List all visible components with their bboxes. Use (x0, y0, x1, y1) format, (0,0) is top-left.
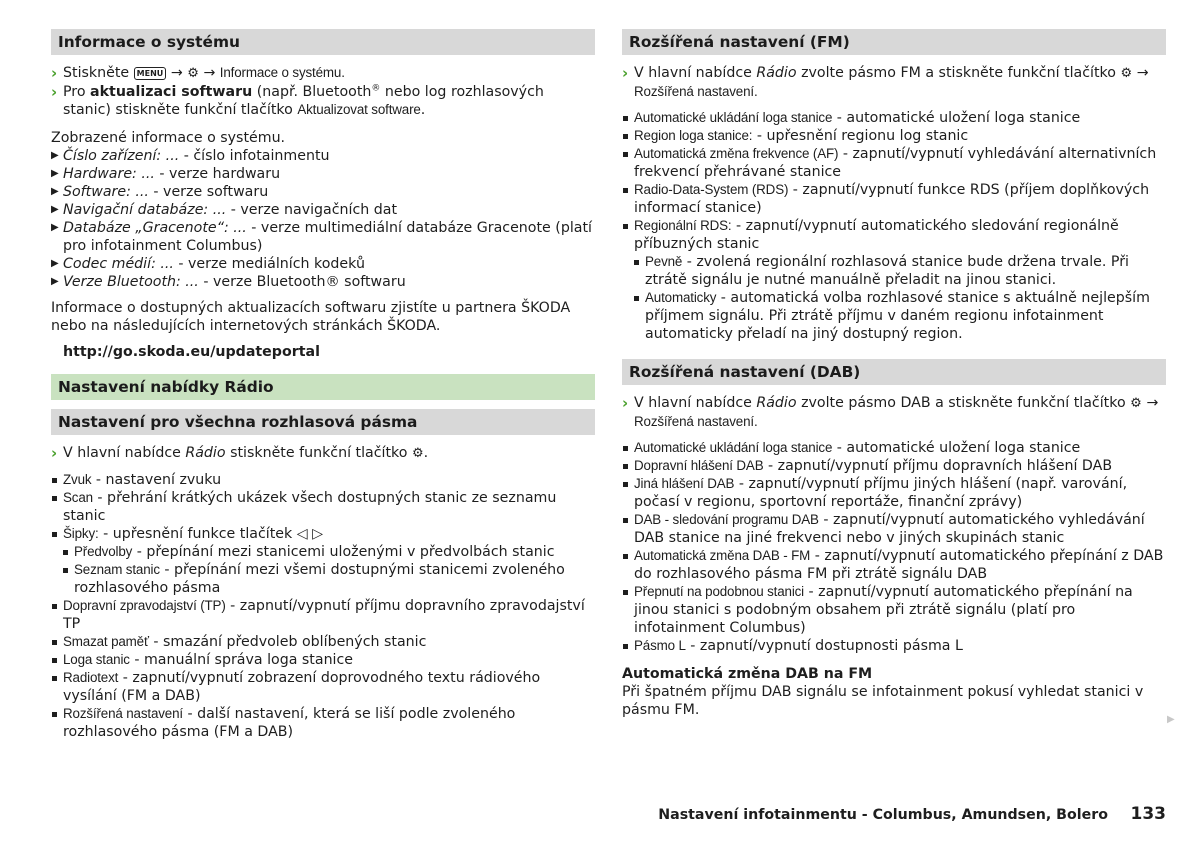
continue-arrow-icon: ▶ (1167, 714, 1175, 725)
step-software-update: › Pro aktualizaci softwaru (např. Bluetooth® nebo log rozhlasových stanic) stiskněte funkční tlačítko Aktualizovat software. (51, 83, 544, 118)
step-arrow-icon: › (622, 394, 629, 412)
settings-list-item: Jiná hlášení DAB - zapnutí/vypnutí příjmu jiných hlášení (např. varování, počasí v regionu, sportovní reportáže, finanční zprávy) (622, 475, 1166, 511)
bullet-square-icon (623, 554, 628, 559)
system-info-item: ▶ Software: ... - verze softwaru (51, 184, 269, 200)
step-arrow-icon: › (51, 444, 58, 462)
bullet-triangle-icon: ▶ (51, 168, 59, 179)
settings-list-item: Dopravní zpravodajství (TP) - zapnutí/vypnutí příjmu dopravního zpravodajství TP (51, 597, 595, 633)
system-info-intro: Zobrazené informace o systému. (51, 130, 286, 146)
bullet-square-icon (623, 590, 628, 595)
settings-list-item: Předvolby - přepínání mezi stanicemi uloženými v předvolbách stanic (62, 543, 595, 561)
section-heading-fm: Rozšířená nastavení (FM) (622, 29, 1166, 55)
settings-list-item: Automatické ukládání loga stanice - automatické uložení loga stanice (622, 439, 1166, 457)
bullet-square-icon (634, 296, 639, 301)
menu-key-icon: MENU (134, 67, 167, 80)
settings-list-item: Regionální RDS: - zapnutí/vypnutí automatického sledování regionálně příbuzných stanic (622, 217, 1166, 253)
all-bands-settings-list (51, 471, 595, 741)
bullet-square-icon (52, 712, 57, 717)
system-info-list (51, 147, 595, 291)
settings-list-item: Pevně - zvolená regionální rozhlasová stanice bude držena trvale. Při ztrátě signálu je nutné manuálně přeladit na jinou stanici. (633, 253, 1166, 289)
settings-list-item: Zvuk - nastavení zvuku (51, 471, 595, 489)
settings-list-item: Pásmo L - zapnutí/vypnutí dostupnosti pásma L (622, 637, 1166, 655)
gear-icon: ⚙ (187, 66, 199, 81)
bullet-square-icon (623, 134, 628, 139)
update-info-text: Informace o dostupných aktualizacích softwaru zjistíte u partnera ŠKODA nebo na následujících internetových stránkách ŠKODA. (51, 300, 571, 334)
settings-list-item: DAB - sledování programu DAB - zapnutí/vypnutí automatického vyhledávání DAB stanice na jiné frekvenci nebo v jiných skupinách stanic (622, 511, 1166, 547)
bullet-square-icon (623, 224, 628, 229)
settings-list-item: Seznam stanic - přepínání mezi všemi dostupnými stanicemi zvoleného rozhlasového pásma (62, 561, 595, 597)
step-arrow-icon: › (51, 64, 58, 82)
bullet-square-icon (623, 644, 628, 649)
bullet-square-icon (52, 658, 57, 663)
settings-list-item: Automatická změna DAB - FM - zapnutí/vypnutí automatického přepínání z DAB do rozhlasového pásma FM při ztrátě signálu DAB (622, 547, 1166, 583)
system-info-item: ▶ Číslo zařízení: ... - číslo infotainmentu (51, 148, 330, 164)
bullet-square-icon (623, 188, 628, 193)
settings-list-item: Loga stanic - manuální správa loga stanice (51, 651, 595, 669)
bullet-square-icon (52, 640, 57, 645)
gear-icon: ⚙ (1120, 66, 1133, 81)
bullet-square-icon (623, 518, 628, 523)
bullet-square-icon (52, 478, 57, 483)
system-info-item: ▶ Navigační databáze: ... - verze navigačních dat (51, 202, 398, 218)
section-heading-system-info: Informace o systému (51, 29, 595, 55)
bullet-square-icon (63, 568, 68, 573)
dab-fm-subheading: Automatická změna DAB na FM (622, 666, 873, 682)
bullet-triangle-icon: ▶ (51, 150, 59, 161)
settings-list-item: Automatické ukládání loga stanice - automatické uložení loga stanice (622, 109, 1166, 127)
page-footer (658, 805, 1166, 824)
bullet-square-icon (63, 550, 68, 555)
settings-list-item: Automatická změna frekvence (AF) - zapnutí/vypnutí vyhledávání alternativních frekvencí přehrávané stanice (622, 145, 1166, 181)
bullet-square-icon (623, 482, 628, 487)
page-number: 133 (1130, 804, 1166, 824)
step-dab-settings: › V hlavní nabídce Rádio zvolte pásmo DAB a stiskněte funkční tlačítko ⚙ → Rozšířená nastavení. (622, 394, 1159, 429)
bullet-triangle-icon: ▶ (51, 258, 59, 269)
dab-settings-list (622, 439, 1166, 655)
bullet-square-icon (623, 464, 628, 469)
bullet-square-icon (52, 496, 57, 501)
system-info-item: ▶ Codec médií: ... - verze mediálních kodeků (51, 256, 365, 272)
gear-icon: ⚙ (1130, 396, 1142, 411)
system-info-item: ▶ Databáze „Gracenote“: ... - verze multimediální databáze Gracenote (platí pro infotainment Columbus) (51, 220, 592, 254)
dab-fm-text: Při špatném příjmu DAB signálu se infotainment pokusí vyhledat stanici v pásmu FM. (622, 684, 1144, 718)
bullet-triangle-icon: ▶ (51, 222, 59, 233)
section-heading-dab: Rozšířená nastavení (DAB) (622, 359, 1166, 385)
section-heading-radio-menu: Nastavení nabídky Rádio (51, 374, 595, 400)
settings-list-item: Radiotext - zapnutí/vypnutí zobrazení doprovodného textu rádiového vysílání (FM a DAB) (51, 669, 595, 705)
settings-list-item: Scan - přehrání krátkých ukázek všech dostupných stanic ze seznamu stanic (51, 489, 595, 525)
settings-list-item: Smazat paměť - smazání předvoleb oblíbených stanic (51, 633, 595, 651)
bullet-square-icon (623, 116, 628, 121)
left-column (51, 29, 595, 741)
settings-list-item: Šipky: - upřesnění funkce tlačítek ◁ ▷ (51, 525, 595, 543)
bullet-triangle-icon: ▶ (51, 204, 59, 215)
bullet-square-icon (52, 676, 57, 681)
gear-icon: ⚙ (411, 446, 424, 461)
bullet-triangle-icon: ▶ (51, 186, 59, 197)
right-column (622, 29, 1166, 719)
step-open-system-info: › Stiskněte MENU → ⚙ → Informace o systému. (51, 64, 345, 82)
step-arrow-icon: › (51, 83, 58, 101)
step-fm-settings: › V hlavní nabídce Rádio zvolte pásmo FM a stiskněte funkční tlačítko ⚙ → Rozšířená nastavení. (622, 64, 1149, 99)
settings-list-item: Přepnutí na podobnou stanici - zapnutí/vypnutí automatického přepínání na jinou stanici s podobným obsahem při ztrátě signálu (platí pro infotainment Columbus) (622, 583, 1166, 637)
settings-list-item: Radio-Data-System (RDS) - zapnutí/vypnutí funkce RDS (příjem doplňkových informací stanice) (622, 181, 1166, 217)
settings-list-item: Automaticky - automatická volba rozhlasové stanice s aktuálně nejlepším příjmem signálu. Při ztrátě příjmu v daném regionu infotainment automaticky přeladí na jiný dostupný region. (633, 289, 1166, 343)
section-heading-all-bands: Nastavení pro všechna rozhlasová pásma (51, 409, 595, 435)
bullet-square-icon (623, 152, 628, 157)
system-info-item: ▶ Hardware: ... - verze hardwaru (51, 166, 281, 182)
fm-settings-list (622, 109, 1166, 343)
step-all-bands: › V hlavní nabídce Rádio stiskněte funkční tlačítko ⚙. (51, 444, 429, 462)
bullet-triangle-icon: ▶ (51, 276, 59, 287)
bullet-square-icon (52, 532, 57, 537)
step-arrow-icon: › (622, 64, 629, 82)
bullet-square-icon (634, 260, 639, 265)
bullet-square-icon (52, 604, 57, 609)
update-portal-link[interactable]: http://go.skoda.eu/updateportal (63, 344, 320, 360)
footer-title: Nastavení infotainmentu - Columbus, Amundsen, Bolero (658, 807, 1108, 823)
settings-list-item: Dopravní hlášení DAB - zapnutí/vypnutí příjmu dopravních hlášení DAB (622, 457, 1166, 475)
system-info-item: ▶ Verze Bluetooth: ... - verze Bluetooth® softwaru (51, 274, 406, 290)
bullet-square-icon (623, 446, 628, 451)
settings-list-item: Rozšířená nastavení - další nastavení, která se liší podle zvoleného rozhlasového pásma (FM a DAB) (51, 705, 595, 741)
settings-list-item: Region loga stanice: - upřesnění regionu log stanic (622, 127, 1166, 145)
